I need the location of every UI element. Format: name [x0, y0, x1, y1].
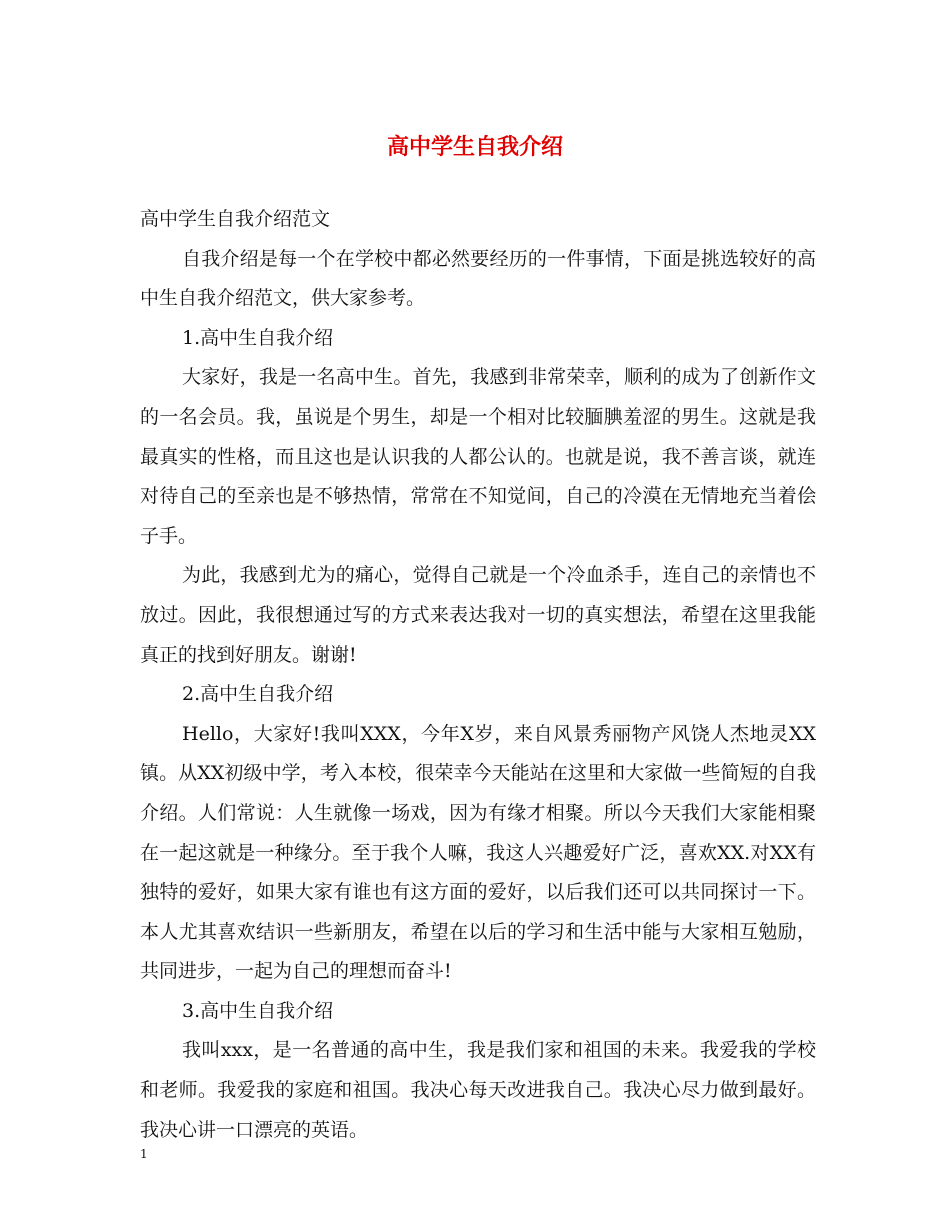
- paragraph-intro: 自我介绍是每一个在学校中都必然要经历的一件事情，下面是挑选较好的高中生自我介绍范文，供大家参考。: [140, 247, 816, 310]
- paragraph: 为此，我感到尤为的痛心，觉得自己就是一个冷血杀手，连自己的亲情也不放过。因此，我很想通过写的方式来表达我对一切的真实想法，希望在这里我能真正的找到好朋友。谢谢!: [140, 564, 816, 666]
- document-body: [140, 200, 816, 1150]
- page-number: 1: [140, 1147, 148, 1161]
- document-title: 高中学生自我介绍: [386, 134, 563, 160]
- section-heading-3: 3.高中生自我介绍: [182, 999, 334, 1022]
- section-heading-1: 1.高中生自我介绍: [182, 326, 334, 349]
- paragraph: 我叫xxx，是一名普通的高中生，我是我们家和祖国的未来。我爱我的学校和老师。我爱我的家庭和祖国。我决心每天改进我自己。我决心尽力做到最好。我决心讲一口漂亮的英语。: [140, 1039, 816, 1141]
- paragraph-subtitle: 高中学生自我介绍范文: [140, 208, 331, 230]
- paragraph: Hello，大家好!我叫XXX，今年X岁，来自风景秀丽物产风饶人杰地灵XX镇。从XX初级中学，考入本校，很荣幸今天能站在这里和大家做一些简短的自我介绍。人们常说：人生就像一场戏，因为有缘才相聚。所以今天我们大家能相聚在一起这就是一种缘分。至于我个人嘛，我这人兴趣爱好广泛，喜欢XX.对XX有独特的爱好，如果大家有谁也有这方面的爱好，以后我们还可以共同探讨一下。本人尤其喜欢结识一些新朋友，希望在以后的学习和生活中能与大家相互勉励，共同进步，一起为自己的理想而奋斗!: [140, 722, 816, 983]
- paragraph: 大家好，我是一名高中生。首先，我感到非常荣幸，顺利的成为了创新作文的一名会员。我，虽说是个男生，却是一个相对比较腼腆羞涩的男生。这就是我最真实的性格，而且这也是认识我的人都公认的。也就是说，我不善言谈，就连对待自己的至亲也是不够热情，常常在不知觉间，自己的冷漠在无情地充当着侩子手。: [140, 366, 816, 547]
- section-heading-2: 2.高中生自我介绍: [182, 683, 334, 706]
